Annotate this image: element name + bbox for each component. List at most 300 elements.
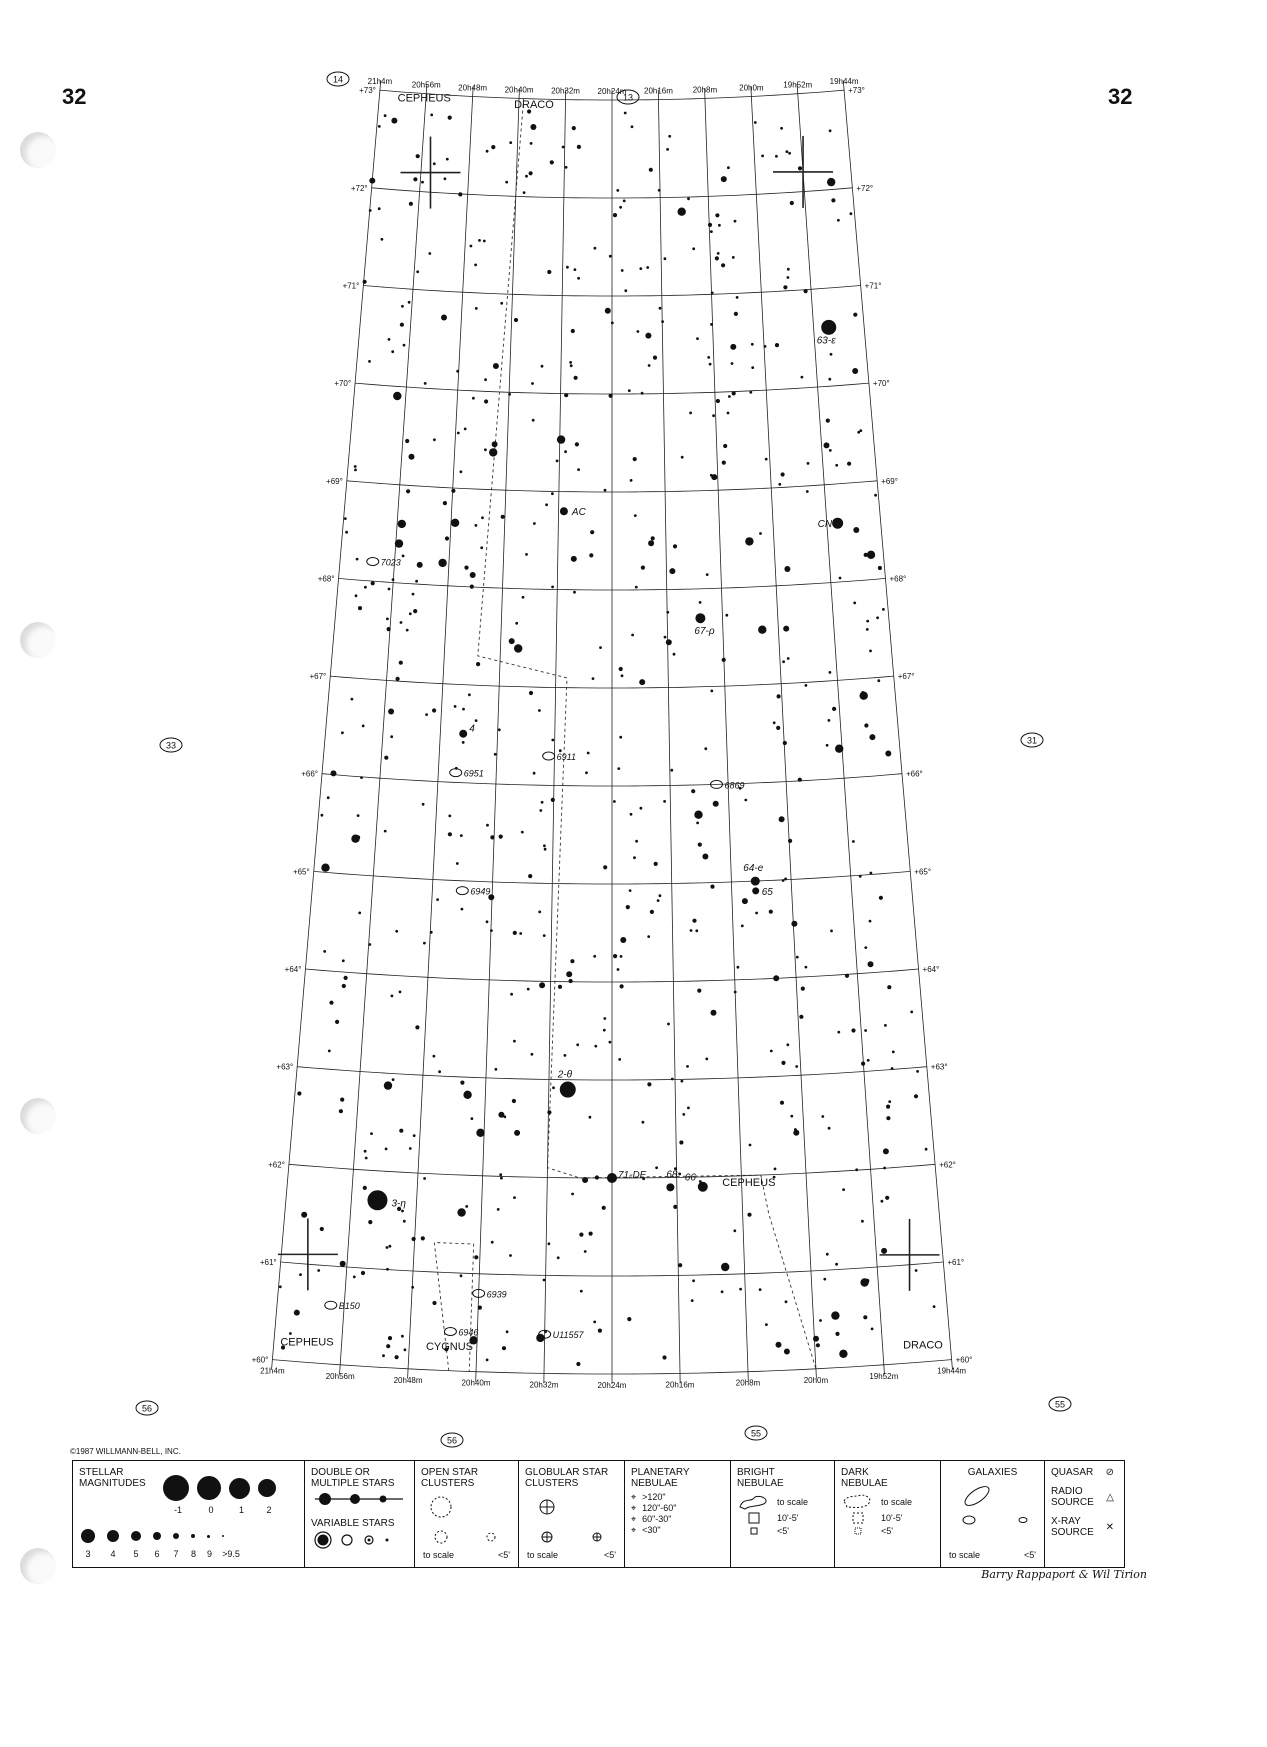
star <box>874 494 877 497</box>
bright-nebula-icon <box>737 1493 771 1511</box>
star <box>321 814 324 817</box>
star <box>400 621 403 624</box>
star <box>884 1024 887 1027</box>
star <box>433 438 436 441</box>
star-4-label: 4 <box>469 723 475 735</box>
star <box>574 376 578 380</box>
ra-label-top: 20h32m <box>551 86 580 96</box>
star <box>747 1213 751 1217</box>
star <box>749 1144 752 1147</box>
star <box>502 1346 506 1350</box>
star <box>406 629 409 632</box>
dec-label-right: +61° <box>947 1257 965 1267</box>
constellation-cepheus-mid: CEPHEUS <box>722 1177 776 1190</box>
star <box>402 555 405 558</box>
ra-label-bottom: 20h40m <box>461 1378 491 1388</box>
star <box>557 435 565 443</box>
dec-label-right: +63° <box>930 1062 948 1072</box>
star-63-epsilon-label: 63-ε <box>816 335 836 347</box>
star <box>794 1128 797 1131</box>
star <box>692 1279 695 1282</box>
star <box>799 1015 803 1019</box>
star <box>624 289 627 292</box>
chart-ref-top-center: 13 <box>622 92 634 103</box>
legend-open-clusters <box>415 1461 519 1567</box>
star <box>694 811 702 819</box>
star <box>641 392 644 395</box>
star <box>710 885 714 889</box>
star <box>438 559 446 567</box>
star <box>382 1354 385 1357</box>
star <box>515 622 518 625</box>
star <box>886 1105 890 1109</box>
star <box>611 322 614 325</box>
star <box>412 593 415 596</box>
star <box>538 709 541 712</box>
star <box>659 307 662 310</box>
star <box>916 1070 919 1073</box>
planetary-size: 120"-60" <box>642 1503 677 1513</box>
legend-globular-title: GLOBULAR STAR CLUSTERS <box>525 1467 609 1489</box>
star <box>529 171 533 175</box>
radio-icon: △ <box>1106 1491 1114 1503</box>
star <box>835 1332 839 1336</box>
star <box>522 596 525 599</box>
star <box>462 741 465 744</box>
star <box>604 489 607 492</box>
constellation-cepheus-top: CEPHEUS <box>397 92 451 105</box>
star <box>879 896 883 900</box>
star <box>755 912 758 915</box>
star <box>721 1290 724 1293</box>
star <box>678 208 686 216</box>
star <box>547 1110 551 1114</box>
star <box>751 343 754 346</box>
mag-dot <box>131 1531 141 1541</box>
star <box>758 626 766 634</box>
star <box>829 671 832 674</box>
mag-dot <box>191 1534 195 1538</box>
star <box>514 1130 520 1136</box>
credit: Barry Rappaport & Wil Tirion <box>981 1568 1147 1581</box>
star <box>388 709 394 715</box>
globular-cluster-icon <box>525 1493 617 1547</box>
star <box>687 1107 690 1110</box>
star <box>358 606 362 610</box>
star <box>648 540 654 546</box>
star <box>869 734 875 740</box>
ngc6946-label: 6946 <box>458 1327 479 1338</box>
star <box>384 114 387 117</box>
star <box>403 1220 406 1223</box>
star <box>509 638 515 644</box>
star <box>790 1115 793 1118</box>
star <box>423 1177 426 1180</box>
star <box>460 470 463 473</box>
star-68-label: 68 <box>666 1169 678 1181</box>
star <box>401 305 404 308</box>
ra-label-top: 21h4m <box>367 77 393 87</box>
star <box>398 520 406 528</box>
mag-dot <box>81 1529 95 1543</box>
star <box>484 399 488 403</box>
star <box>692 247 695 250</box>
legend-variable-title: VARIABLE STARS <box>311 1518 395 1529</box>
star <box>664 636 667 639</box>
star <box>510 993 513 996</box>
star <box>668 135 671 138</box>
star <box>678 1173 681 1176</box>
star <box>392 1078 395 1081</box>
star <box>551 798 555 802</box>
star <box>620 937 626 943</box>
mag-label: 3 <box>85 1549 91 1559</box>
star <box>571 556 577 562</box>
star <box>829 129 832 132</box>
star <box>422 803 425 806</box>
star <box>573 591 576 594</box>
star <box>609 1041 612 1044</box>
star <box>486 1359 489 1362</box>
star <box>544 848 547 851</box>
galaxies-small: <5' <box>1024 1550 1036 1560</box>
star <box>721 1263 729 1271</box>
star <box>892 1051 895 1054</box>
star <box>405 439 409 443</box>
star <box>424 382 427 385</box>
star <box>569 979 573 983</box>
star <box>769 910 773 914</box>
star <box>531 1053 534 1056</box>
star <box>498 1112 504 1118</box>
star <box>599 646 602 649</box>
constellation-cepheus-bottom: CEPHEUS <box>280 1336 334 1349</box>
star <box>571 1193 574 1196</box>
legend-double-title: DOUBLE OR MULTIPLE STARS <box>311 1467 395 1489</box>
galaxy-icon <box>947 1480 1039 1530</box>
star <box>618 1058 621 1061</box>
mag-label: 9 <box>207 1549 213 1559</box>
star <box>830 353 833 356</box>
legend-magnitudes <box>73 1461 305 1567</box>
star <box>641 566 645 570</box>
star <box>548 1242 551 1245</box>
star <box>717 252 720 255</box>
star <box>538 911 541 914</box>
star <box>456 862 459 865</box>
mag-dot <box>258 1479 276 1497</box>
star <box>339 1109 343 1113</box>
star <box>710 474 713 477</box>
xray-icon: ✕ <box>1105 1521 1114 1533</box>
star <box>514 318 518 322</box>
star <box>593 955 596 958</box>
star <box>569 361 572 364</box>
star <box>663 800 666 803</box>
star <box>647 1082 651 1086</box>
star <box>823 1278 826 1281</box>
star <box>368 360 371 363</box>
star <box>773 721 776 724</box>
star <box>564 450 567 453</box>
star <box>448 832 452 836</box>
legend-magnitudes-title: STELLAR MAGNITUDES <box>79 1467 146 1489</box>
star <box>530 124 536 130</box>
star <box>574 268 577 271</box>
star <box>501 515 505 519</box>
star <box>692 919 696 923</box>
star <box>628 389 631 392</box>
star <box>564 393 568 397</box>
star <box>454 705 457 708</box>
star <box>831 198 835 202</box>
stars <box>279 109 936 1366</box>
ngc6939-label: 6939 <box>486 1289 507 1300</box>
star <box>828 378 831 381</box>
star <box>603 865 607 869</box>
star <box>673 653 676 656</box>
star-2-theta <box>560 1082 576 1098</box>
chart-ref-bottom-center2: 55 <box>750 1428 762 1439</box>
star <box>594 1045 597 1048</box>
star <box>687 197 690 200</box>
star <box>871 1328 874 1331</box>
star <box>602 1206 606 1210</box>
star <box>490 835 494 839</box>
star <box>619 206 622 209</box>
chart-ref-top-left: 14 <box>332 74 344 85</box>
star <box>448 815 451 818</box>
barnard-150-marker <box>325 1301 337 1309</box>
star <box>603 1017 606 1020</box>
star <box>793 1130 799 1136</box>
page-number-left: 32 <box>62 84 87 109</box>
star <box>842 1188 845 1191</box>
star <box>521 831 524 834</box>
legend-double-variable <box>305 1461 415 1567</box>
chart-ref-right: 31 <box>1026 735 1038 746</box>
star <box>395 930 398 933</box>
star <box>480 546 483 549</box>
star <box>631 125 634 128</box>
star <box>391 350 394 353</box>
star <box>806 490 809 493</box>
bright-size: 10'-5' <box>777 1512 799 1523</box>
star-63-epsilon <box>821 320 836 335</box>
ra-label-bottom: 21h4m <box>260 1366 285 1376</box>
dark-size: 10'-5' <box>881 1512 903 1523</box>
star <box>851 1028 855 1032</box>
star <box>657 899 660 902</box>
star <box>551 739 554 742</box>
star <box>801 376 804 379</box>
star <box>739 1288 742 1291</box>
star <box>364 586 367 589</box>
star <box>317 1269 320 1272</box>
star <box>492 441 498 447</box>
star <box>470 245 473 248</box>
ra-label-top: 20h0m <box>739 83 764 93</box>
star <box>786 1043 789 1046</box>
star <box>327 796 330 799</box>
star <box>824 442 830 448</box>
star <box>476 662 480 666</box>
star <box>460 834 463 837</box>
star <box>289 1332 292 1335</box>
star <box>564 1054 567 1057</box>
star <box>777 694 781 698</box>
star <box>387 627 391 631</box>
star <box>342 959 345 962</box>
star-68 <box>666 1183 674 1191</box>
star <box>642 1121 645 1124</box>
star <box>582 1177 588 1183</box>
star <box>725 614 728 617</box>
star <box>458 192 462 196</box>
star <box>876 616 879 619</box>
star <box>386 1246 389 1249</box>
star <box>335 1020 339 1024</box>
star <box>368 1220 372 1224</box>
star <box>558 985 562 989</box>
star <box>369 178 375 184</box>
star <box>408 301 411 304</box>
star <box>711 292 714 295</box>
star <box>417 562 423 568</box>
star <box>494 753 497 756</box>
star <box>409 454 415 460</box>
star <box>436 898 439 901</box>
star <box>340 1098 344 1102</box>
star <box>462 708 465 711</box>
star <box>847 462 851 466</box>
star <box>613 800 616 803</box>
star <box>388 338 391 341</box>
star <box>399 1129 403 1133</box>
star <box>737 966 740 969</box>
page-number-right: 32 <box>1108 84 1133 109</box>
star <box>621 674 624 677</box>
star <box>329 1001 333 1005</box>
star <box>670 769 673 772</box>
star <box>378 207 381 210</box>
legend-open-title: OPEN STAR CLUSTERS <box>421 1467 479 1489</box>
star-71-DE <box>607 1173 617 1183</box>
star <box>575 442 579 446</box>
star <box>783 626 789 632</box>
star <box>727 412 730 415</box>
chart-ref-bottom-center: 56 <box>446 1435 458 1446</box>
star <box>639 267 642 270</box>
star <box>478 1306 482 1310</box>
star <box>623 200 626 203</box>
star-66 <box>698 1182 708 1192</box>
star <box>626 905 630 909</box>
ra-line <box>272 80 381 1369</box>
star <box>673 544 677 548</box>
star-64-e <box>751 877 760 886</box>
star <box>432 708 436 712</box>
star <box>299 1273 302 1276</box>
star <box>864 946 867 949</box>
star <box>845 974 849 978</box>
star <box>645 333 651 339</box>
star <box>776 726 780 730</box>
star <box>867 1059 870 1062</box>
mag-label: 4 <box>110 1549 116 1559</box>
star <box>415 580 418 583</box>
star <box>732 256 735 259</box>
star <box>679 1140 683 1144</box>
star <box>795 1065 798 1068</box>
star <box>779 816 785 822</box>
star <box>662 1355 666 1359</box>
open-scale: to scale <box>423 1550 455 1560</box>
star <box>654 862 658 866</box>
star-67-rho-label: 67-ρ <box>694 626 715 638</box>
star <box>423 942 426 945</box>
star <box>461 908 464 911</box>
star <box>301 1212 307 1218</box>
star <box>783 285 787 289</box>
star <box>386 1344 390 1348</box>
star <box>340 1261 346 1267</box>
star <box>673 1205 677 1209</box>
star <box>630 813 633 816</box>
star <box>432 1301 436 1305</box>
open-small: <5' <box>498 1550 510 1560</box>
ra-label-bottom: 20h16m <box>665 1380 695 1390</box>
star <box>395 1355 399 1359</box>
dec-label-right: +68° <box>889 574 907 584</box>
star <box>788 839 792 843</box>
star <box>493 363 499 369</box>
star-4 <box>459 730 467 738</box>
star <box>509 1254 512 1257</box>
star <box>392 578 395 581</box>
star <box>882 608 885 611</box>
star <box>741 925 744 928</box>
ra-line <box>797 84 884 1375</box>
star <box>552 1086 555 1089</box>
ngc6949-label: 6949 <box>470 886 491 897</box>
star <box>395 539 403 547</box>
star <box>541 801 544 804</box>
star <box>539 982 545 988</box>
star <box>798 778 802 782</box>
star <box>441 315 447 321</box>
star <box>831 1311 839 1319</box>
star <box>617 767 620 770</box>
star <box>710 690 713 693</box>
star <box>351 835 359 843</box>
star <box>617 968 620 971</box>
star <box>474 264 477 267</box>
quasar-label: QUASAR <box>1051 1467 1094 1478</box>
star <box>805 684 808 687</box>
star <box>598 1329 602 1333</box>
star <box>866 628 869 631</box>
star <box>529 691 533 695</box>
star <box>784 878 787 881</box>
star <box>713 801 719 807</box>
star <box>759 1288 762 1291</box>
star <box>704 747 707 750</box>
ra-line <box>476 89 520 1382</box>
planetary-icon: ⌖ <box>631 1492 637 1502</box>
star <box>706 573 709 576</box>
star <box>784 1349 790 1355</box>
